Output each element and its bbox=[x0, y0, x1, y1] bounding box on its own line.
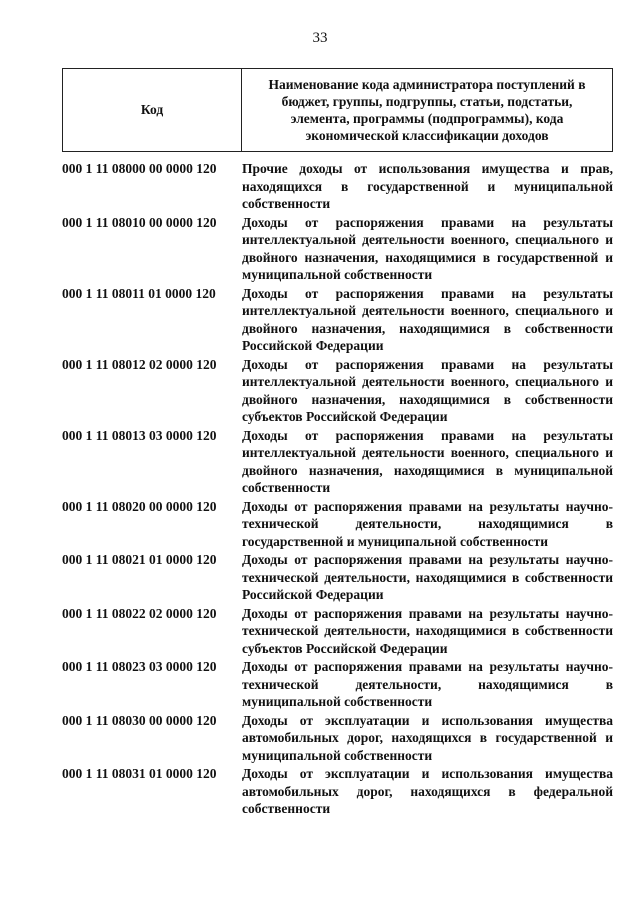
row-code: 000 1 11 08012 02 0000 120 bbox=[62, 356, 217, 372]
row-code: 000 1 11 08023 03 0000 120 bbox=[62, 659, 217, 674]
table-row bbox=[62, 498, 613, 551]
row-description: Доходы от распоряжения правами на результаты научно-технической деятельности, находящимися в государственной и муниципальной собственности bbox=[242, 498, 613, 549]
table-row bbox=[62, 551, 613, 604]
table-row bbox=[62, 658, 613, 711]
row-description: Доходы от распоряжения правами на результаты интеллектуальной деятельности военного, специального и двойного назначения, находящимися в государственной и муниципальной собственности bbox=[242, 214, 613, 282]
row-description: Доходы от распоряжения правами на результаты интеллектуальной деятельности военного, специального и двойного назначения, находящимися в собственности субъектов Российской Федерации bbox=[242, 356, 613, 424]
table-row bbox=[62, 214, 613, 284]
row-code: 000 1 11 08021 01 0000 120 bbox=[62, 552, 217, 567]
table-row bbox=[62, 356, 613, 426]
table-row bbox=[62, 765, 613, 818]
row-code: 000 1 11 08031 01 0000 120 bbox=[62, 766, 217, 781]
table-row bbox=[62, 605, 613, 658]
row-code: 000 1 11 08020 00 0000 120 bbox=[62, 498, 217, 514]
page-number: 33 bbox=[312, 30, 328, 46]
table-row bbox=[62, 285, 613, 355]
table-row bbox=[62, 427, 613, 497]
header-name-label: Наименование кода администратора поступлений в бюджет, группы, подгруппы, статьи, подстатьи, элемента, программы (подпрограммы), кода экономической классификации доходов bbox=[268, 77, 586, 143]
row-description: Прочие доходы от использования имущества и прав, находящихся в государственной и муниципальной собственности bbox=[242, 161, 613, 211]
row-code: 000 1 11 08010 00 0000 120 bbox=[62, 214, 217, 230]
header-code-label: Код bbox=[63, 69, 242, 151]
row-description: Доходы от распоряжения правами на результаты интеллектуальной деятельности военного, специального и двойного назначения, находящимися в собственности Российской Федерации bbox=[242, 285, 613, 353]
table-row bbox=[62, 160, 613, 213]
row-code: 000 1 11 08022 02 0000 120 bbox=[62, 605, 217, 621]
row-code: 000 1 11 08013 03 0000 120 bbox=[62, 427, 217, 443]
row-description: Доходы от распоряжения правами на результаты научно-технической деятельности, находящимися в собственности Российской Федерации bbox=[242, 552, 613, 602]
row-description: Доходы от эксплуатации и использования имущества автомобильных дорог, находящихся в федеральной собственности bbox=[242, 766, 613, 816]
row-description: Доходы от распоряжения правами на результаты научно-технической деятельности, находящимися в собственности субъектов Российской Федерации bbox=[242, 605, 613, 656]
row-code: 000 1 11 08000 00 0000 120 bbox=[62, 161, 217, 176]
table-body bbox=[62, 160, 613, 819]
row-description: Доходы от распоряжения правами на результаты интеллектуальной деятельности военного, специального и двойного назначения, находящимися в муниципальной собственности bbox=[242, 427, 613, 495]
row-code: 000 1 11 08030 00 0000 120 bbox=[62, 712, 217, 728]
table-header bbox=[62, 68, 613, 152]
row-description: Доходы от эксплуатации и использования имущества автомобильных дорог, находящихся в государственной и муниципальной собственности bbox=[242, 712, 613, 763]
table-row bbox=[62, 712, 613, 765]
row-description: Доходы от распоряжения правами на результаты научно-технической деятельности, находящимися в муниципальной собственности bbox=[242, 659, 613, 709]
row-code: 000 1 11 08011 01 0000 120 bbox=[62, 285, 216, 301]
